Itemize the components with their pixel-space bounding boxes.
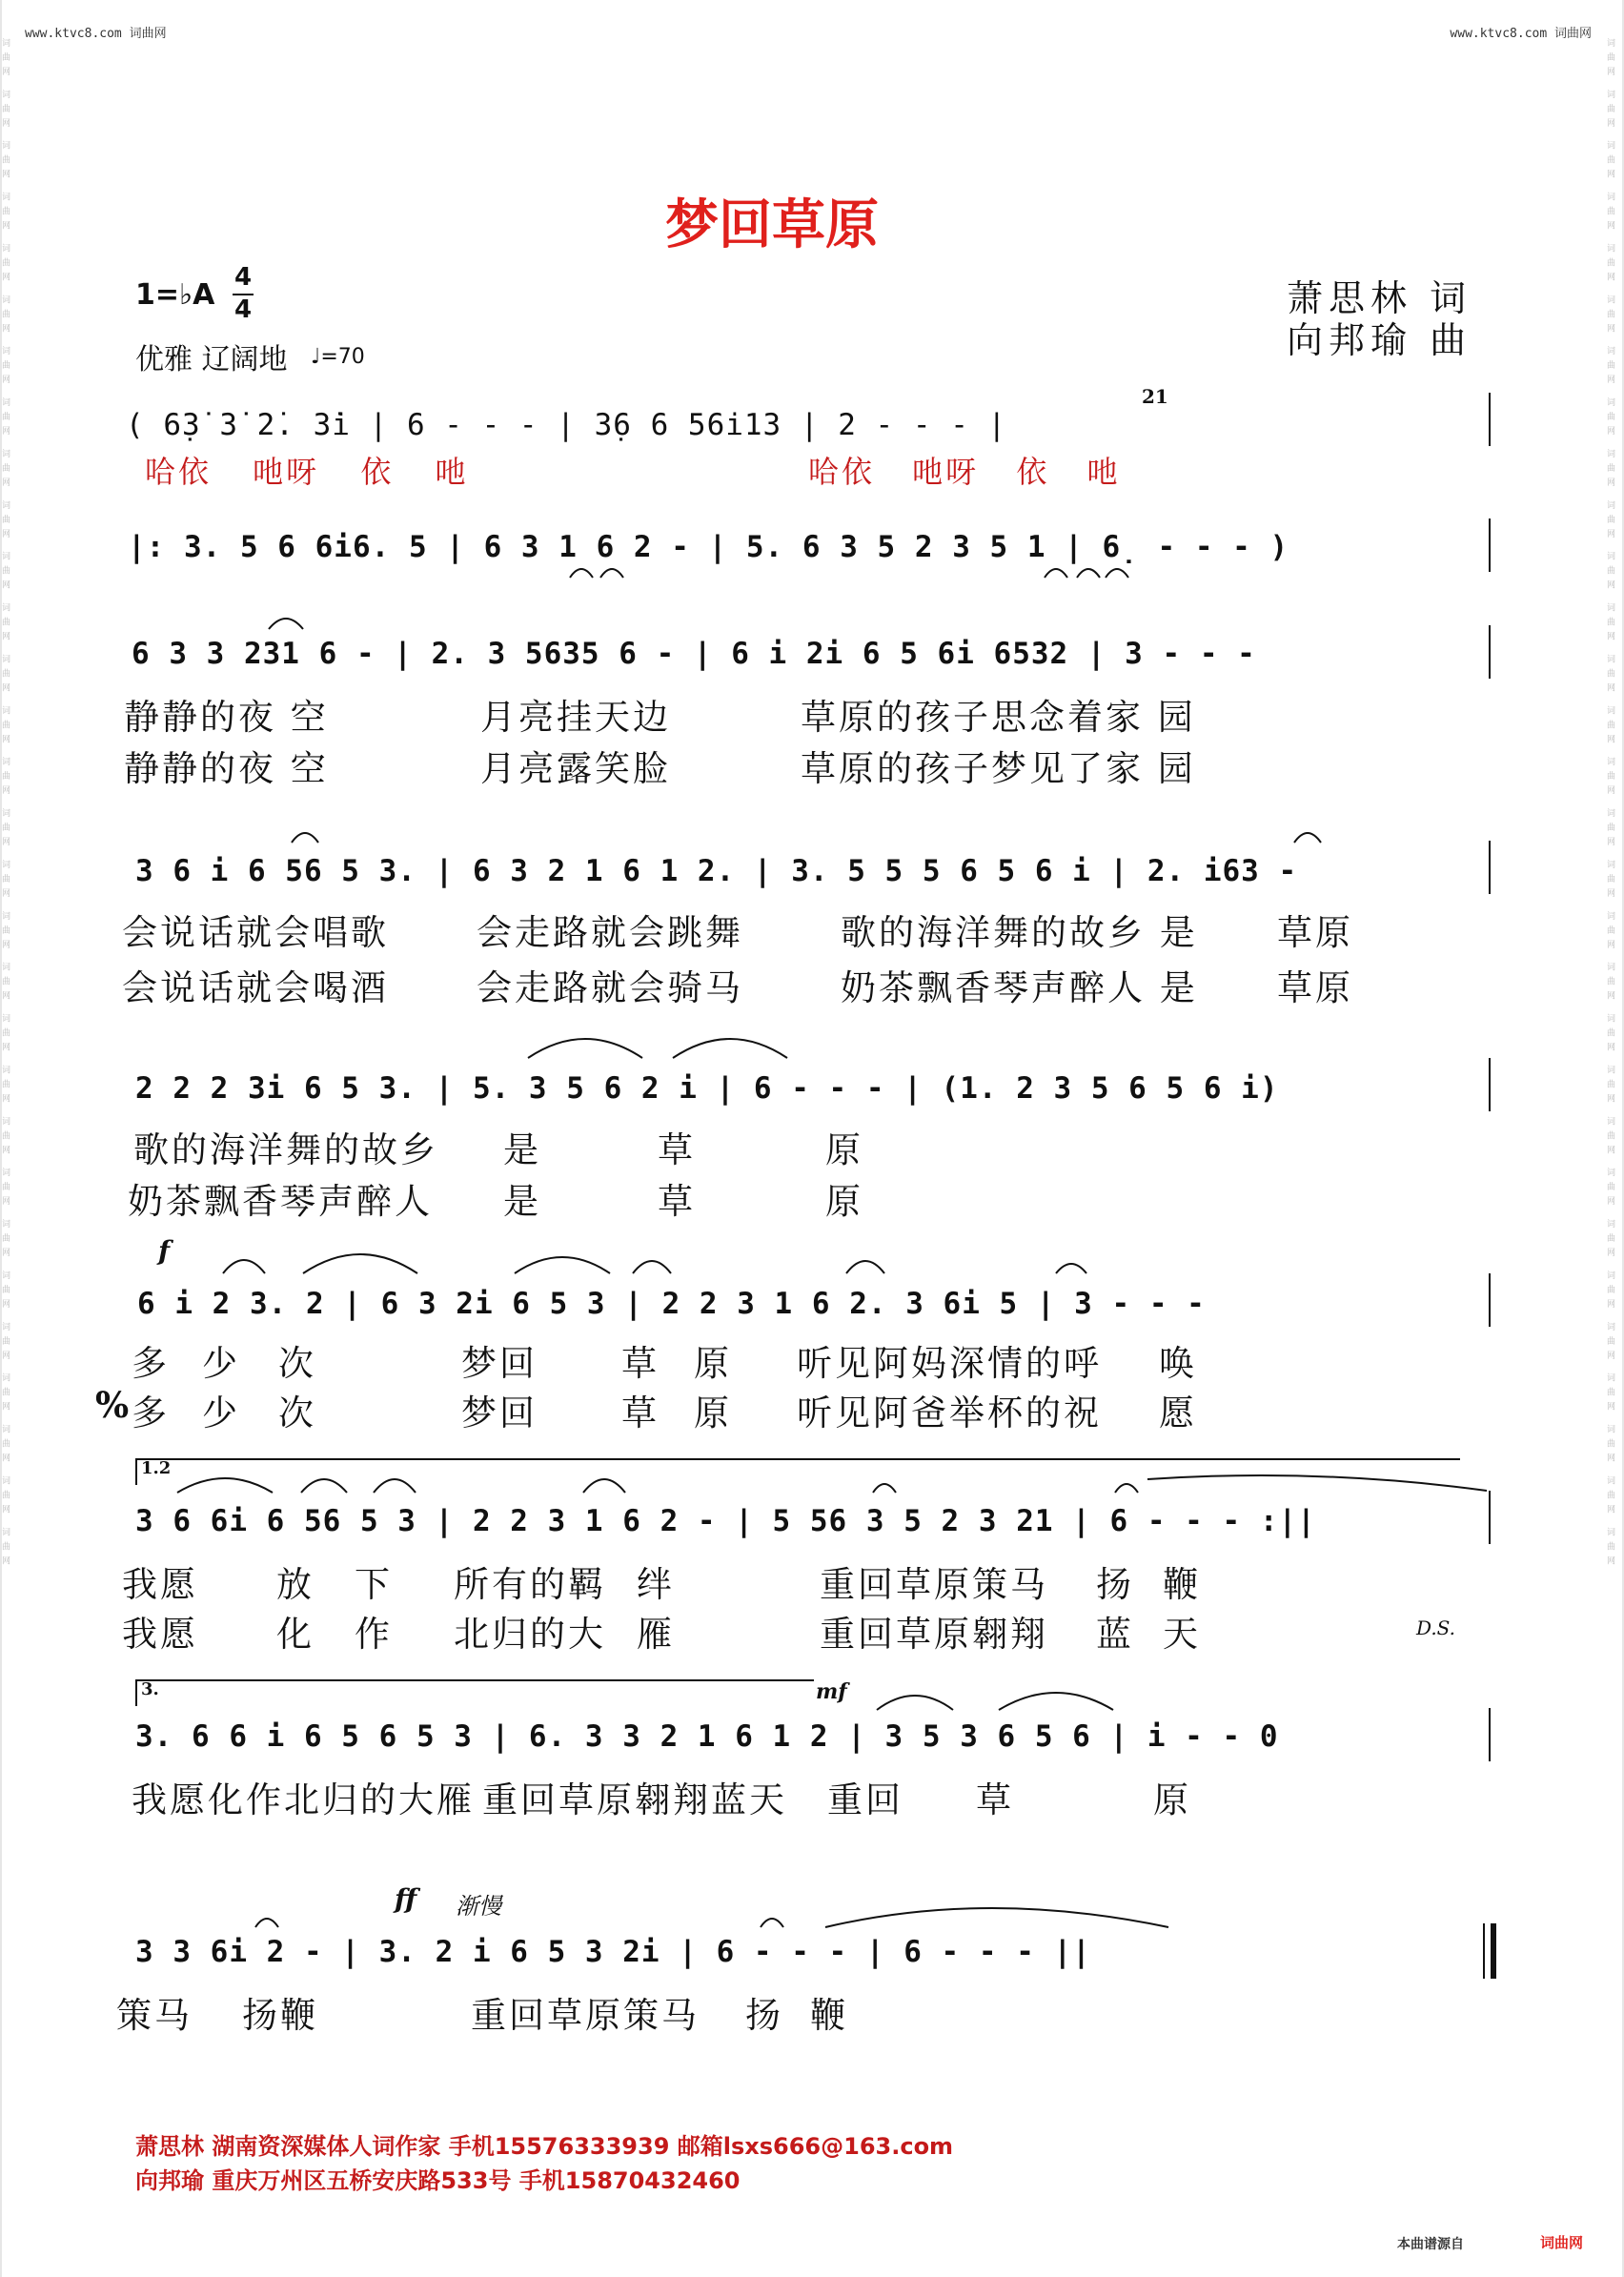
system-3-lyric-3b: 奶茶飘香琴声醉人 是 bbox=[841, 967, 1198, 1008]
system-1-notes: |: 3. 5 6 6i6. 5 | 6 3 1 6 2 - | 5. 6 3 5 2 3 5 1 | 6̣ - - - ) bbox=[128, 530, 1289, 564]
dynamic-ff: ff bbox=[395, 1883, 417, 1915]
system-7-lyric-3: 重回 bbox=[827, 1779, 903, 1820]
system-5-lyric-6b: 原 bbox=[694, 1393, 732, 1433]
system-8-lyric-2: 扬鞭 bbox=[242, 1995, 318, 2036]
system-6-lyric-8a: 鞭 bbox=[1163, 1564, 1201, 1605]
system-5-lyric-5a: 草 bbox=[621, 1343, 660, 1384]
system-5-lyric-7b: 听见阿爸举杯的祝 bbox=[797, 1393, 1102, 1433]
slur bbox=[1077, 569, 1100, 578]
slur bbox=[1147, 1475, 1487, 1491]
style-marking: 优雅 辽阔地 bbox=[135, 343, 288, 376]
system-4-notes: 2 2 2 3i 6 5 3. | 5. 3 5 6 2 i | 6 - - - | (1. 2 3 5 6 5 6 i) bbox=[135, 1071, 1279, 1106]
system-6-lyric-5b: 雁 bbox=[637, 1614, 675, 1655]
system-3-lyric-2a: 会走路就会跳舞 bbox=[477, 912, 743, 953]
system-7-lyric-1: 我愿化作北归的大雁 bbox=[132, 1779, 475, 1820]
system-2-lyric-3b: 草原的孩子梦见了家 园 bbox=[801, 748, 1196, 789]
tempo-change: 渐慢 bbox=[456, 1893, 501, 1920]
system-2-lyric-3a: 草原的孩子思念着家 园 bbox=[801, 697, 1196, 738]
dynamic-f: f bbox=[158, 1235, 171, 1267]
slur bbox=[223, 1260, 265, 1273]
composer-credit: 向邦瑜 曲 bbox=[1287, 319, 1472, 361]
system-6-lyric-6b: 重回草原翱翔 bbox=[820, 1614, 1048, 1655]
slur bbox=[269, 619, 303, 629]
intro-lyrics-b: 哈依 吔呀 依 吔 bbox=[808, 454, 1121, 490]
system-4-lyric-2b: 是 bbox=[503, 1181, 541, 1222]
system-3-lyric-4b: 草原 bbox=[1277, 967, 1353, 1008]
system-3-lyric-1b: 会说话就会喝酒 bbox=[122, 967, 389, 1008]
key-signature: 1=♭A bbox=[135, 278, 215, 312]
system-2-lyric-2a: 月亮挂天边 bbox=[480, 697, 671, 738]
system-2-lyric-1b: 静静的夜 空 bbox=[124, 748, 329, 789]
system-6-lyric-1a: 我愿 bbox=[122, 1564, 198, 1605]
system-3-lyric-1a: 会说话就会唱歌 bbox=[122, 912, 389, 953]
grace-note: 21 bbox=[1142, 385, 1168, 408]
system-6-notes: 3 6 6i 6 56 5 3 | 2 2 3 1 6 2 - | 5 56 3 5 2 3 21 | 6 - - - :|| bbox=[135, 1504, 1316, 1538]
system-5-notes: 6 i 2 3. 2 | 6 3 2i 6 5 3 | 2 2 3 1 6 2. 3 6i 5 | 3 - - - bbox=[137, 1287, 1206, 1321]
dynamic-mf: mf bbox=[816, 1679, 847, 1704]
system-7-lyric-2: 重回草原翱翔蓝天 bbox=[482, 1779, 787, 1820]
footer-contact-composer: 向邦瑜 重庆万州区五桥安庆路533号 手机15870432460 bbox=[135, 2167, 741, 2194]
slur bbox=[570, 569, 593, 578]
slur bbox=[633, 1261, 671, 1273]
system-6-lyric-1b: 我愿 bbox=[122, 1614, 198, 1655]
slur bbox=[673, 1039, 787, 1058]
site-link-right[interactable]: www.ktvc8.com 词曲网 bbox=[1450, 27, 1592, 41]
footer-contact-lyricist: 萧思林 湖南资深媒体人词作家 手机15576333939 邮箱lsxs666@163.com bbox=[135, 2133, 954, 2160]
slur bbox=[374, 1479, 416, 1493]
slur bbox=[1045, 569, 1067, 578]
system-6-lyric-7b: 蓝 bbox=[1096, 1614, 1134, 1655]
time-signature-bottom: 4 bbox=[234, 295, 253, 324]
slur bbox=[528, 1039, 642, 1058]
system-8-lyric-5: 鞭 bbox=[810, 1995, 848, 2036]
system-8-lyric-4: 扬 bbox=[745, 1995, 783, 2036]
slur bbox=[292, 833, 318, 843]
slur bbox=[301, 1479, 347, 1493]
system-5-lyric-5b: 草 bbox=[621, 1393, 660, 1433]
system-5-lyric-6a: 原 bbox=[694, 1343, 732, 1384]
system-3-lyric-4a: 草原 bbox=[1277, 912, 1353, 953]
system-6-lyric-8b: 天 bbox=[1163, 1614, 1201, 1655]
volta-3-label: 3. bbox=[141, 1679, 159, 1699]
system-5-lyric-1a: 多 bbox=[132, 1343, 170, 1384]
slur bbox=[1115, 1484, 1138, 1493]
slur bbox=[303, 1254, 417, 1273]
system-5-lyric-7a: 听见阿妈深情的呼 bbox=[797, 1343, 1102, 1384]
tempo-marking: ♩=70 bbox=[311, 345, 365, 369]
system-3-lyric-2b: 会走路就会骑马 bbox=[477, 967, 743, 1008]
system-6-lyric-7a: 扬 bbox=[1096, 1564, 1134, 1605]
source-note: 本曲谱源自 bbox=[1397, 2237, 1464, 2252]
site-link-left[interactable]: www.ktvc8.com 词曲网 bbox=[25, 27, 167, 41]
song-title: 梦回草原 bbox=[665, 194, 879, 256]
system-3-lyric-3a: 歌的海洋舞的故乡 是 bbox=[841, 912, 1198, 953]
system-6-lyric-3b: 作 bbox=[355, 1614, 393, 1655]
system-6-lyric-3a: 下 bbox=[355, 1564, 393, 1605]
system-6-lyric-5a: 绊 bbox=[637, 1564, 675, 1605]
site-logo[interactable]: 词曲网 bbox=[1540, 2234, 1584, 2251]
slur bbox=[761, 1919, 783, 1927]
intro-lyrics-a: 哈依 吔呀 依 吔 bbox=[145, 454, 469, 490]
system-4-lyric-3a: 草 bbox=[658, 1129, 696, 1170]
slur bbox=[1056, 1264, 1086, 1273]
system-5-lyric-4b: 梦回 bbox=[461, 1393, 538, 1433]
side-watermark-left: 词曲网 词曲网 词曲网 词曲网 词曲网 词曲网 词曲网 词曲网 词曲网 词曲网 词曲网 词曲网 词曲网 词曲网 词曲网 词曲网 词曲网 词曲网 词曲网 词曲网 词曲网 词曲网 词曲网 词曲网 词曲网 词曲网 词曲网 词曲网 词曲网 词曲网 bbox=[0, 38, 10, 1571]
system-8-lyric-3: 重回草原策马 bbox=[471, 1995, 700, 2036]
system-5-lyric-8a: 唤 bbox=[1159, 1343, 1197, 1384]
slur bbox=[177, 1478, 273, 1493]
slur bbox=[1106, 569, 1128, 578]
system-5-lyric-1b: 多 bbox=[132, 1393, 170, 1433]
system-2-lyric-2b: 月亮露笑脸 bbox=[480, 748, 671, 789]
system-5-lyric-4a: 梦回 bbox=[461, 1343, 538, 1384]
system-6-lyric-2b: 化 bbox=[276, 1614, 315, 1655]
segno-sign: % bbox=[95, 1384, 132, 1426]
slur bbox=[873, 1484, 896, 1493]
system-5-lyric-3a: 次 bbox=[278, 1343, 316, 1384]
intro-notes: ( 6̣3̇ 3̇ 2̇. 3̇i | 6 - - - | 3̣6 6 56i13 | 2 - - - | bbox=[126, 408, 1007, 442]
side-watermark-right: 词曲网 词曲网 词曲网 词曲网 词曲网 词曲网 词曲网 词曲网 词曲网 词曲网 词曲网 词曲网 词曲网 词曲网 词曲网 词曲网 词曲网 词曲网 词曲网 词曲网 词曲网 词曲网 词曲网 词曲网 词曲网 词曲网 词曲网 词曲网 词曲网 词曲网 bbox=[1605, 38, 1614, 1571]
system-4-lyric-1b: 奶茶飘香琴声醉人 bbox=[128, 1181, 433, 1222]
slur bbox=[600, 569, 623, 578]
system-6-lyric-4b: 北归的大 bbox=[454, 1614, 606, 1655]
slur bbox=[1294, 833, 1321, 843]
system-2-notes: 6 3 3 231 6 - | 2. 3 5635 6 - | 6 i 2i 6 5 6i 6532 | 3 - - - bbox=[132, 637, 1256, 671]
system-4-lyric-4a: 原 bbox=[825, 1129, 863, 1170]
slur bbox=[515, 1257, 610, 1273]
system-8-lyric-1: 策马 bbox=[116, 1995, 193, 2036]
system-4-lyric-4b: 原 bbox=[825, 1181, 863, 1222]
lyricist-credit: 萧思林 词 bbox=[1287, 277, 1472, 319]
system-5-lyric-8b: 愿 bbox=[1159, 1393, 1197, 1433]
slur bbox=[583, 1479, 625, 1493]
system-6-lyric-2a: 放 bbox=[276, 1564, 315, 1605]
system-5-lyric-3b: 次 bbox=[278, 1393, 316, 1433]
system-4-lyric-1a: 歌的海洋舞的故乡 bbox=[133, 1129, 438, 1170]
dal-segno: D.S. bbox=[1416, 1616, 1456, 1639]
system-4-lyric-3b: 草 bbox=[658, 1181, 696, 1222]
system-2-lyric-1a: 静静的夜 空 bbox=[124, 697, 329, 738]
system-7-lyric-4: 草 bbox=[976, 1779, 1014, 1820]
system-5-lyric-2b: 少 bbox=[202, 1393, 240, 1433]
system-8-notes: 3 3 6i 2 - | 3. 2 i 6 5 3 2i | 6 - - - | 6 - - - || bbox=[135, 1935, 1091, 1969]
slur bbox=[255, 1919, 278, 1927]
time-signature-top: 4 bbox=[234, 263, 253, 292]
slur bbox=[825, 1908, 1168, 1927]
volta-1-2-label: 1.2 bbox=[141, 1458, 172, 1478]
system-5-lyric-2a: 少 bbox=[202, 1343, 240, 1384]
system-6-lyric-4a: 所有的羁 bbox=[454, 1564, 606, 1605]
system-4-lyric-2a: 是 bbox=[503, 1129, 541, 1170]
slur bbox=[999, 1693, 1113, 1710]
system-7-lyric-5: 原 bbox=[1153, 1779, 1191, 1820]
system-3-notes: 3 6 i 6 56 5 3. | 6 3 2 1 6 1 2. | 3. 5 5 5 6 5 6 i | 2. i63 - bbox=[135, 854, 1298, 888]
slur bbox=[846, 1261, 884, 1273]
system-6-lyric-6a: 重回草原策马 bbox=[820, 1564, 1048, 1605]
slur bbox=[877, 1696, 953, 1710]
system-7-notes: 3. 6 6 i 6 5 6 5 3 | 6. 3 3 2 1 6 1 2 | 3 5 3 6 5 6 | i - - 0 bbox=[135, 1719, 1279, 1754]
